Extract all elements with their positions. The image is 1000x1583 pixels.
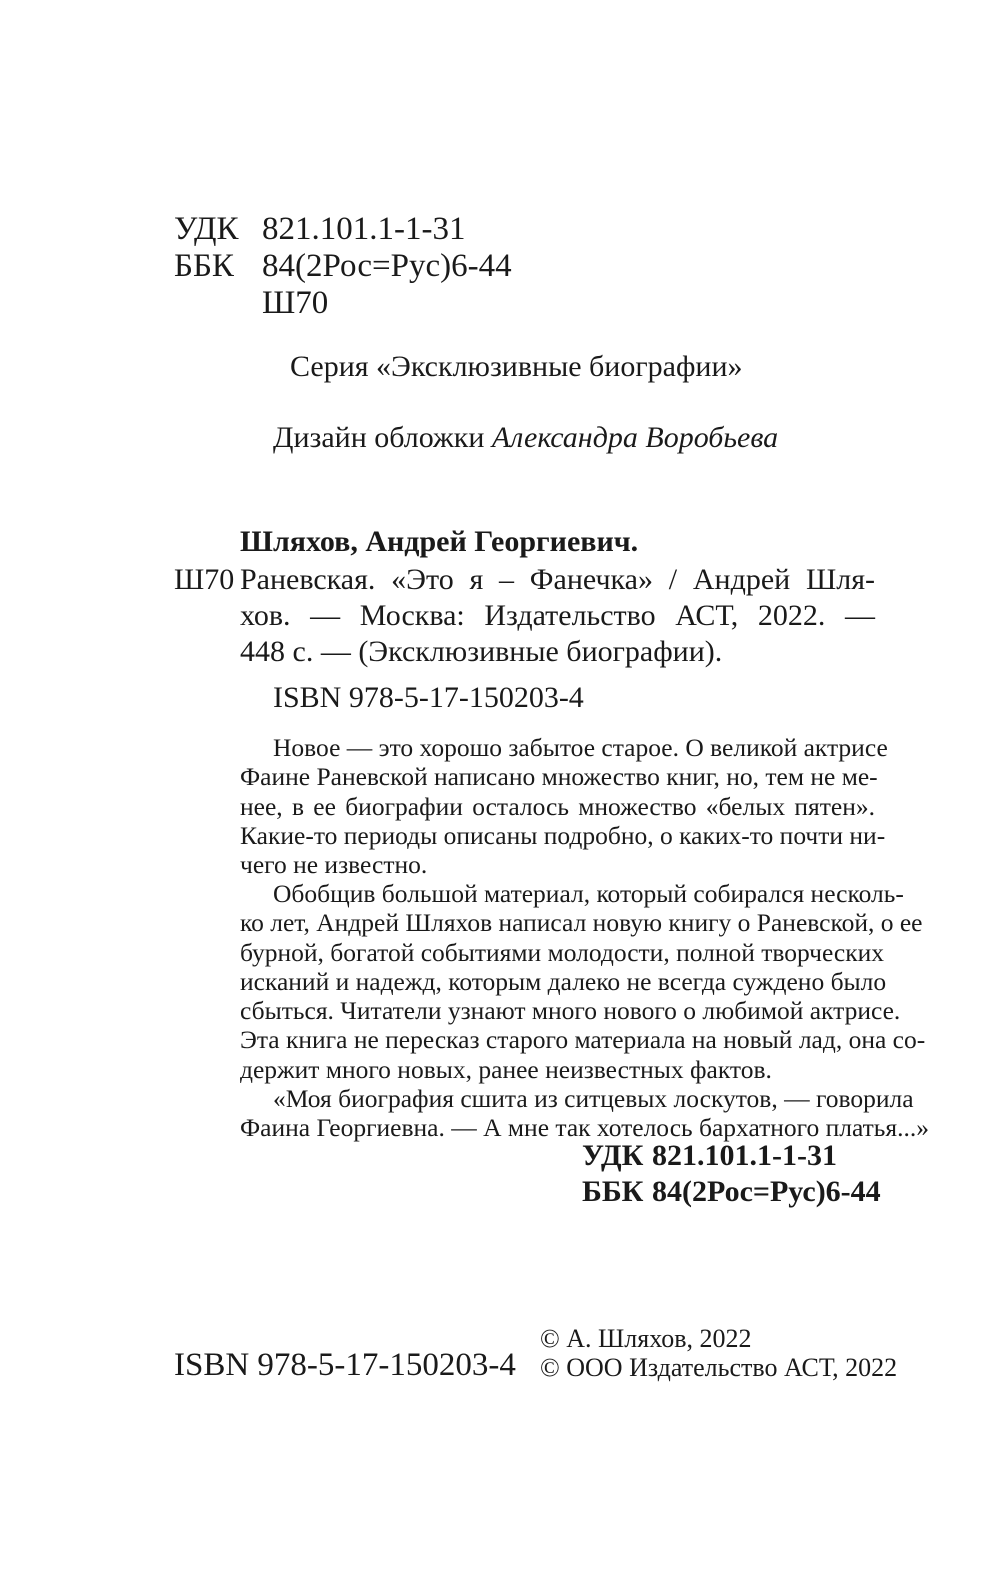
annotation-line: держит много новых, ранее неизвестных фактов. [240, 1054, 772, 1084]
series-line: Серия «Эксклюзивные биографии» [290, 350, 743, 383]
udk-label: УДК [174, 211, 239, 247]
cover-design [273, 420, 778, 456]
title-block [240, 562, 875, 598]
udk-label: УДК [582, 1139, 644, 1172]
bbk-label: ББК [174, 248, 234, 284]
annotation-paragraph-3 [240, 1084, 930, 1143]
annotation-line: Обобщив большой материал, который собирался несколь- [273, 879, 904, 908]
bbk-value: 84(2Рос=Рус)6-44 [652, 1175, 881, 1208]
bbk-value: 84(2Рос=Рус)6-44 [262, 248, 512, 284]
annotation-paragraph-2 [240, 879, 926, 1084]
bbk-label: ББК [582, 1175, 644, 1208]
annotation-line: нее, в ее биографии осталось множество «белых пятен». [240, 791, 875, 821]
annotation-line: бурной, богатой событиями молодости, полной творческих [240, 937, 885, 967]
isbn-footer: ISBN 978-5-17-150203-4 [174, 1347, 516, 1383]
udk-value: 821.101.1-1-31 [652, 1139, 837, 1172]
title-line: Раневская. «Это я – Фанечка» / Андрей Шля- [240, 563, 875, 596]
copyright-author: © А. Шляхов, 2022 [540, 1324, 752, 1353]
bbk-top [174, 247, 512, 285]
annotation-line: Фаина Георгиевна. — А мне так хотелось бархатного платья...» [240, 1113, 930, 1143]
annotation-line: Эта книга не пересказ старого материала на новый лад, она со- [240, 1025, 926, 1055]
title-block-rest [240, 598, 875, 670]
annotation-line: Какие-то периоды описаны подробно, о каких-то почти ни- [240, 820, 886, 850]
copyright-publisher: © ООО Издательство АСТ, 2022 [540, 1353, 898, 1382]
cover-design-prefix: Дизайн обложки [273, 421, 485, 454]
bbk-bottom [582, 1174, 881, 1210]
annotation-line: ко лет, Андрей Шляхов написал новую книгу о Раневской, о ее [240, 908, 923, 938]
annotation-line: «Моя биография сшита из ситцевых лоскутов, — говорила [273, 1084, 914, 1113]
udk-bottom [582, 1138, 837, 1174]
author-heading: Шляхов, Андрей Георгиевич. [240, 525, 639, 558]
annotation-line: Новое — это хорошо забытое старое. О великой актрисе [273, 733, 888, 762]
annotation-paragraph-1 [240, 733, 888, 880]
annotation-line: Фаине Раневской написано множество книг, но, тем не ме- [240, 762, 878, 792]
udk-top [174, 210, 465, 248]
author-mark-top: Ш70 [262, 285, 329, 321]
title-line: хов. — Москва: Издательство АСТ, 2022. — [240, 599, 875, 632]
annotation-line: сбыться. Читатели узнают много нового о любимой актрисе. [240, 996, 901, 1026]
author-mark: Ш70 [174, 563, 235, 596]
annotation-line: исканий и надежд, которым далеко не всегда суждено было [240, 966, 887, 996]
cover-designer: Александра Воробьева [491, 421, 779, 454]
title-line: 448 с. — (Эксклюзивные биографии). [240, 635, 723, 668]
annotation-line: чего не известно. [240, 850, 428, 880]
udk-value: 821.101.1-1-31 [262, 211, 466, 247]
isbn-record: ISBN 978-5-17-150203-4 [273, 681, 584, 714]
